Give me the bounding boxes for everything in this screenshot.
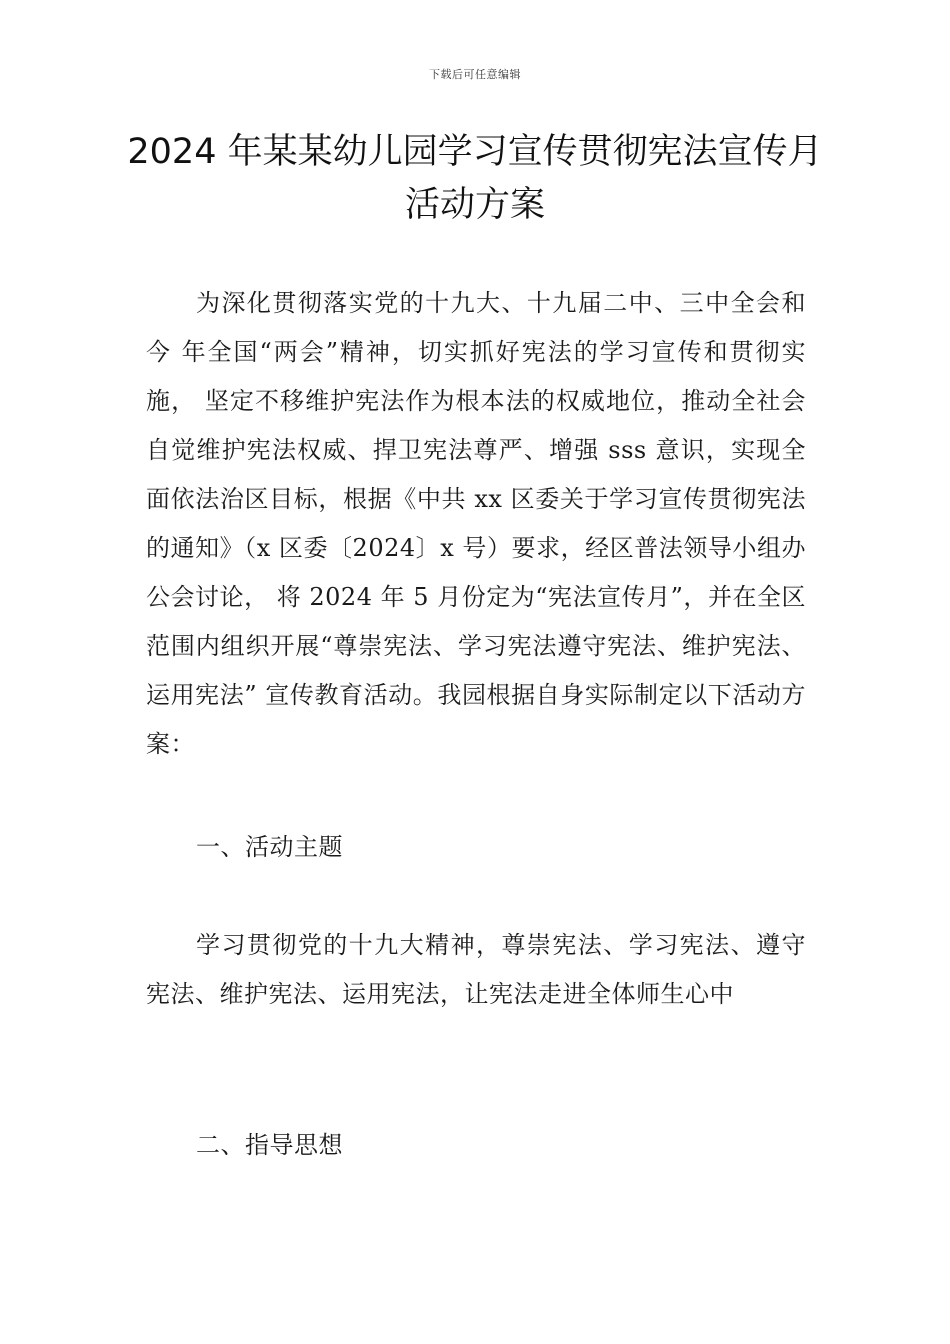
section-heading-theme: 一、活动主题 [196, 833, 343, 861]
section-heading-guiding-ideology: 二、指导思想 [196, 1131, 343, 1159]
intro-paragraph: 为深化贯彻落实党的十九大、十九届二中、三中全会和今 年全国“两会”精神，切实抓好宪法的学习宣传和贯彻实施， 坚定不移维护宪法作为根本法的权威地位，推动全社会自觉维护宪法权威、捍卫宪法尊严、增强 sss 意识，实现全面依法治区目标，根据《中共 xx 区委关于学习宣传贯彻宪法的通知》（x 区委〔2024〕x 号）要求，经区普法领导小组办公会讨论， 将 2024 年 5 月份定为“宪法宣传月”，并在全区范围内组织开展“尊崇宪法、学习宪法遵守宪法、维护宪法、运用宪法” 宣传教育活动。我园根据自身实际制定以下活动方案： [146, 289, 806, 758]
header-note: 下载后可任意编辑 [429, 68, 521, 81]
document-title: 2024 年某某幼儿园学习宣传贯彻宪法宣传月活动方案 [127, 132, 823, 225]
section-body-theme: 学习贯彻党的十九大精神，尊崇宪法、学习宪法、遵守宪法、维护宪法、运用宪法，让宪法走进全体师生心中 [146, 931, 806, 1008]
